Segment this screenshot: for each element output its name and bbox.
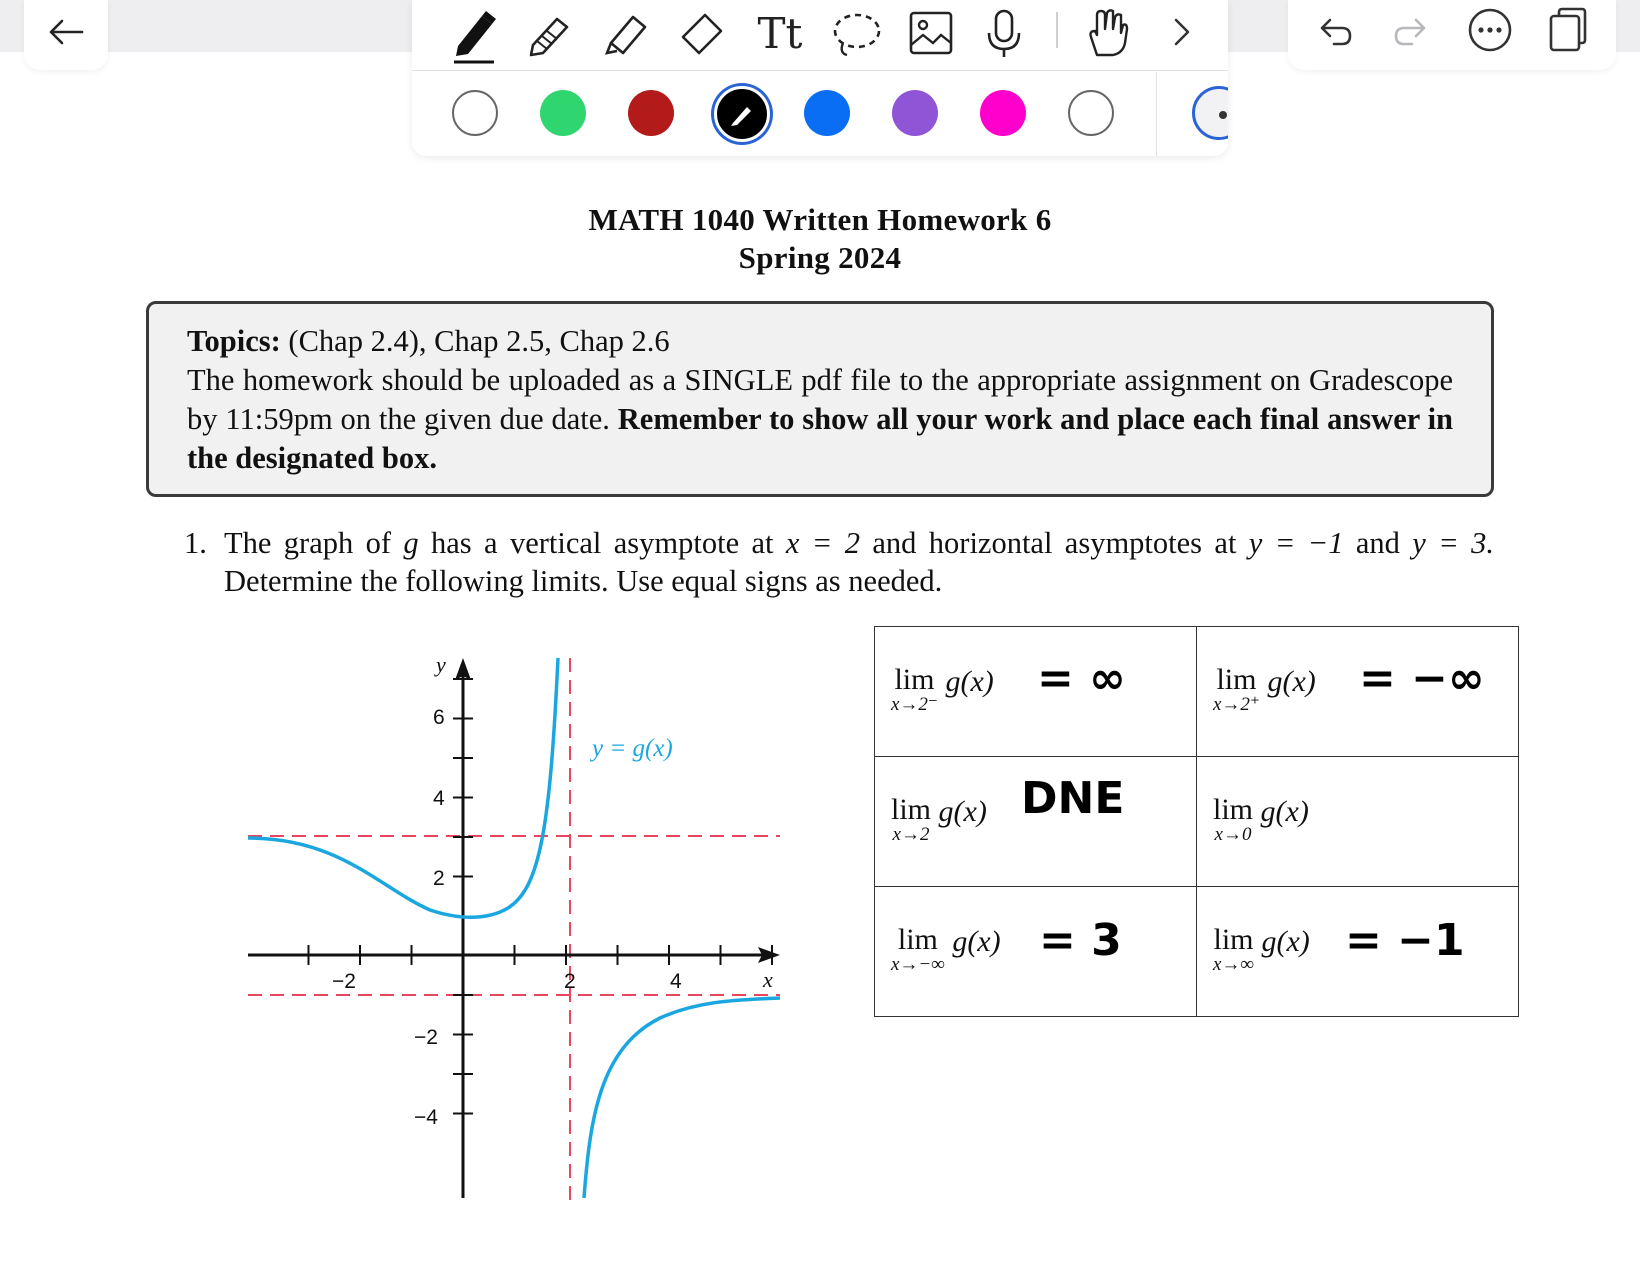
limit-cell-3[interactable]	[875, 757, 1197, 887]
lim-function: g(x)	[952, 925, 1001, 958]
math-y-eq2: y = 3.	[1412, 526, 1495, 560]
color-swatch-white[interactable]	[452, 90, 498, 136]
lim-subscript: x→−∞	[891, 954, 945, 975]
limit-expression	[1213, 925, 1310, 975]
image-icon[interactable]	[906, 8, 956, 58]
eraser-icon[interactable]	[676, 8, 728, 58]
y-tick-label-neg4: −4	[414, 1106, 438, 1129]
color-swatch-magenta[interactable]	[980, 90, 1026, 136]
limit-expression	[891, 795, 987, 845]
problem-text: and	[1355, 526, 1400, 560]
x-tick-label-2: 2	[564, 970, 576, 993]
table-row	[875, 887, 1519, 1017]
lim-function: g(x)	[938, 795, 987, 828]
table-row	[875, 757, 1519, 887]
x-tick-label-4: 4	[670, 970, 682, 993]
tool-row	[412, 0, 1228, 71]
color-swatch-purple[interactable]	[892, 90, 938, 136]
lim-function: g(x)	[1260, 795, 1309, 828]
document-title: MATH 1040 Written Homework 6	[588, 202, 1052, 237]
instructions-text: The homework should be uploaded as a SINGLE pdf file to the appropriate assignment on Gradescope by 11:59pm on the given due date.	[187, 363, 1453, 436]
table-row	[875, 627, 1519, 757]
limit-cell-4[interactable]	[1197, 757, 1519, 887]
problem-text: and horizontal asymptotes at	[872, 526, 1237, 560]
y-tick-label-4: 4	[433, 787, 445, 810]
lim-word: lim	[891, 793, 932, 826]
undo-icon[interactable]	[1314, 10, 1358, 54]
topics-line	[187, 322, 1453, 361]
problem-1	[184, 524, 1494, 600]
limit-expression	[891, 925, 1001, 975]
color-swatch-white-2[interactable]	[1068, 90, 1114, 136]
lim-word: lim	[1213, 923, 1254, 956]
edit-icon	[717, 89, 767, 139]
pages-icon[interactable]	[1544, 4, 1592, 56]
math-g: g	[403, 526, 419, 560]
math-x-eq: x = 2	[785, 526, 860, 560]
lim-subscript: x→2⁺	[1213, 694, 1260, 715]
stroke-dot	[1219, 111, 1227, 119]
pen-icon[interactable]	[448, 6, 498, 64]
handwritten-answer: = −∞	[1359, 653, 1485, 704]
topics-box	[146, 301, 1494, 497]
topics-value: (Chap 2.4), Chap 2.5, Chap 2.6	[288, 324, 670, 358]
handwritten-answer: = 3	[1039, 915, 1122, 966]
lasso-icon[interactable]	[830, 8, 884, 60]
lim-subscript: x→2⁻	[891, 694, 938, 715]
x-tick-label-neg2: −2	[332, 970, 356, 993]
palette-divider	[1156, 72, 1157, 156]
color-swatch-black-selected[interactable]	[714, 86, 770, 142]
document-subtitle: Spring 2024	[738, 240, 902, 275]
topics-label: Topics:	[187, 324, 281, 358]
stroke-size-indicator	[1192, 86, 1228, 140]
microphone-icon[interactable]	[982, 8, 1026, 60]
function-graph	[240, 648, 790, 1208]
color-swatch-red[interactable]	[628, 90, 674, 136]
toolbar-divider	[1056, 12, 1058, 48]
lim-subscript: x→2	[892, 824, 930, 845]
drawing-toolbar	[412, 0, 1228, 156]
back-panel	[24, 0, 108, 70]
limit-cell-6[interactable]	[1197, 887, 1519, 1017]
action-panel	[1288, 0, 1616, 70]
limit-cell-5[interactable]	[875, 887, 1197, 1017]
limit-cell-1[interactable]	[875, 627, 1197, 757]
handwritten-answer: = ∞	[1037, 653, 1126, 704]
arrow-left-icon[interactable]	[44, 10, 88, 54]
y-tick-label-6: 6	[433, 706, 445, 729]
x-axis-label: x	[763, 967, 773, 992]
lim-subscript: x→0	[1214, 824, 1252, 845]
text-icon[interactable]	[752, 6, 808, 60]
highlighter-icon[interactable]	[600, 8, 650, 58]
problem-number: 1.	[184, 526, 207, 560]
hand-icon[interactable]	[1082, 6, 1134, 60]
limit-expression	[891, 665, 994, 715]
text-tool-label: Tt	[757, 8, 803, 58]
problem-statement	[224, 524, 1494, 600]
lim-word: lim	[894, 663, 935, 696]
more-icon[interactable]	[1466, 6, 1514, 54]
color-swatch-blue[interactable]	[804, 90, 850, 136]
instructions	[187, 361, 1453, 478]
color-swatch-green[interactable]	[540, 90, 586, 136]
problem-text: The graph of	[224, 526, 392, 560]
lim-word: lim	[897, 923, 938, 956]
curve-label: y = g(x)	[592, 735, 673, 762]
math-y-eq1: y = −1	[1248, 526, 1344, 560]
problem-text: Determine the following limits. Use equal signs as needed.	[224, 564, 943, 598]
lim-function: g(x)	[1267, 665, 1316, 698]
pencil-icon[interactable]	[524, 8, 574, 58]
limit-expression	[1213, 665, 1316, 715]
y-tick-label-neg2: −2	[414, 1026, 438, 1049]
lim-function: g(x)	[1261, 925, 1310, 958]
lim-subscript: x→∞	[1213, 954, 1254, 975]
problem-text: has a vertical asymptote at	[431, 526, 774, 560]
limit-expression	[1213, 795, 1309, 845]
lim-word: lim	[1213, 793, 1254, 826]
curve-left-branch	[248, 658, 558, 917]
y-tick-label-2: 2	[433, 867, 445, 890]
handwritten-answer: = −1	[1345, 915, 1465, 966]
curve-right-branch	[584, 998, 780, 1198]
lim-function: g(x)	[945, 665, 994, 698]
lim-word: lim	[1216, 663, 1257, 696]
handwritten-answer: DNE	[1021, 773, 1125, 824]
y-axis-label: y	[436, 652, 446, 677]
redo-icon[interactable]	[1388, 10, 1432, 54]
instructions-bold: Remember to show all your work and place each final answer in the designated box.	[187, 402, 1454, 475]
chevron-right-icon[interactable]	[1164, 14, 1200, 50]
limits-table	[874, 626, 1519, 1017]
color-palette	[412, 72, 1228, 156]
limit-cell-2[interactable]	[1197, 627, 1519, 757]
stroke-size-button[interactable]	[1192, 86, 1228, 140]
